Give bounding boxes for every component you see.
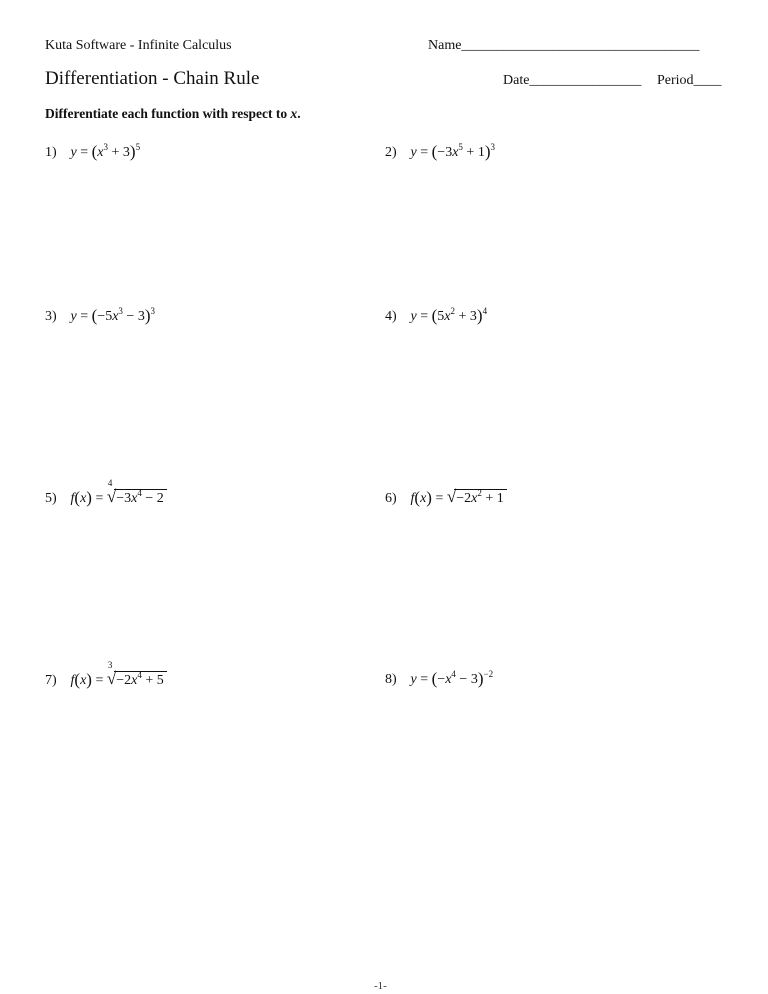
problem-2: 2) $y = (-3x^5 + 1)^3$: [385, 142, 495, 161]
date-field-label: Date________________: [503, 73, 642, 88]
name-field-label: Name__________________________________: [428, 38, 700, 53]
problem-8: 8) $y = (-x^4 - 3)^{-2}$: [385, 669, 494, 688]
instructions: Differentiate each function with respect to x.: [45, 106, 301, 121]
software-title: Kuta Software - Infinite Calculus: [45, 38, 232, 53]
fourth-root: 4 $√-3x^4 - 2$: [107, 487, 167, 507]
page-number: -1-: [374, 980, 387, 992]
period-field-label: Period____: [657, 73, 722, 88]
problem-5: 5) f(x) = 4 $√-3x^4 - 2$: [45, 487, 167, 508]
problem-4: 4) $y = (5x^2 + 3)^4$: [385, 306, 488, 325]
problem-6: 6) $f(x) = √-2x^2 + 1$: [385, 487, 507, 508]
problem-3: 3) $y = (-5x^3 - 3)^3$: [45, 306, 155, 325]
worksheet-title: Differentiation - Chain Rule: [45, 68, 260, 89]
problem-7: 7) f(x) = 3 $√-2x^4 + 5$: [45, 669, 167, 690]
problem-1: 1) $y = (x^3 + 3)^5$: [45, 142, 141, 161]
square-root: $√-2x^2 + 1$: [447, 487, 507, 507]
cube-root: 3 $√-2x^4 + 5$: [107, 669, 167, 689]
